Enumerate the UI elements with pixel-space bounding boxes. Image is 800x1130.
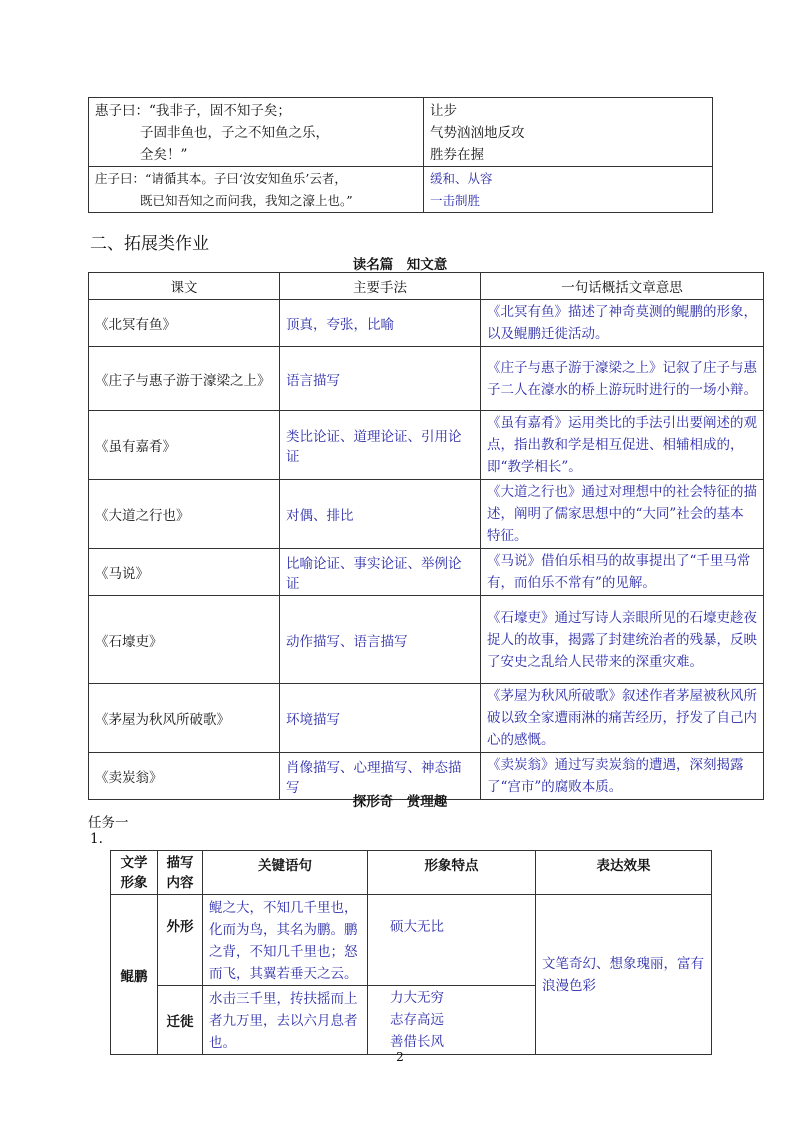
image-trait: 志存高远 — [390, 1012, 444, 1028]
table-row — [89, 300, 764, 347]
column-header: 主要手法 — [280, 273, 481, 300]
technique-cell: 肖像描写、心理描写、神态描写 — [280, 753, 481, 800]
dialogue-line: 庄子曰：“请循其本。子曰‘汝安知鱼乐’云者， — [95, 171, 347, 186]
reading-table — [88, 272, 764, 800]
technique-cell: 环境描写 — [280, 684, 481, 753]
dialogue-cell — [89, 98, 424, 167]
image-trait-cell — [368, 986, 536, 1055]
column-header: 表达效果 — [536, 851, 712, 895]
table-row — [89, 596, 764, 684]
dialogue-cell — [89, 167, 424, 213]
table-row — [89, 411, 764, 480]
text-title-cell: 《庄子与惠子游于濠梁之上》 — [89, 347, 280, 411]
text-title-cell: 《马说》 — [89, 549, 280, 596]
dialogue-line: 既已知吾知之而问我，我知之濠上也。” — [140, 193, 353, 208]
literary-image-cell: 鲲鹏 — [111, 895, 158, 1055]
analysis-line: 一击制胜 — [430, 193, 481, 208]
summary-cell: 《北冥有鱼》描述了神奇莫测的鲲鹏的形象，以及鲲鹏迁徙活动。 — [481, 300, 764, 347]
technique-cell: 比喻论证、事实论证、举例论证 — [280, 549, 481, 596]
dialogue-line: 全矣！” — [140, 147, 188, 163]
technique-cell: 对偶、排比 — [280, 480, 481, 549]
summary-cell: 《石壕吏》通过写诗人亲眼所见的石壕吏趁夜捉人的故事，揭露了封建统治者的残暴，反映了安史之乱给人民带来的深重灾难。 — [481, 596, 764, 684]
analysis-line: 缓和、从容 — [430, 171, 493, 186]
summary-cell: 《卖炭翁》通过写卖炭翁的遭遇，深刻揭露了“宫市”的腐败本质。 — [481, 753, 764, 800]
text-title-cell: 《茅屋为秋风所破歌》 — [89, 684, 280, 753]
column-header: 关键语句 — [203, 851, 368, 895]
table-row — [89, 167, 713, 213]
table-row — [89, 347, 764, 411]
analysis-cell — [424, 98, 713, 167]
analysis-line: 胜券在握 — [430, 147, 484, 163]
key-sentence-cell: 鲲之大，不知几千里也，化而为鸟，其名为鹏。鹏之背，不知几千里也；怒而飞，其翼若垂天之云。 — [203, 895, 368, 986]
description-content-cell: 外形 — [158, 895, 203, 986]
text-title-cell: 《石壕吏》 — [89, 596, 280, 684]
table-row — [111, 895, 712, 986]
dialogue-analysis-table — [88, 97, 713, 213]
text-title-cell: 《北冥有鱼》 — [89, 300, 280, 347]
technique-cell: 顶真，夸张，比喻 — [280, 300, 481, 347]
column-header: 形象特点 — [368, 851, 536, 895]
summary-cell: 《大道之行也》通过对理想中的社会特征的描述，阐明了儒家思想中的“大同”社会的基本特征。 — [481, 480, 764, 549]
page-number: 2 — [396, 1050, 404, 1064]
table-row — [89, 480, 764, 549]
summary-cell: 《庄子与惠子游于濠梁之上》记叙了庄子与惠子二人在濠水的桥上游玩时进行的一场小辩。 — [481, 347, 764, 411]
expression-effect-cell: 文笔奇幻、想象瑰丽，富有浪漫色彩 — [536, 895, 712, 1055]
summary-cell: 《马说》借伯乐相马的故事提出了“千里马常有，而伯乐不常有”的见解。 — [481, 549, 764, 596]
column-header: 课文 — [89, 273, 280, 300]
table-row — [89, 98, 713, 167]
image-trait: 力大无穷 — [390, 990, 444, 1006]
item-number: 1. — [90, 831, 103, 847]
analysis-line: 气势汹汹地反攻 — [430, 125, 525, 141]
analysis-line: 让步 — [430, 103, 457, 119]
task-label: 任务一 — [88, 815, 129, 831]
table-header-row — [89, 273, 764, 300]
technique-cell: 语言描写 — [280, 347, 481, 411]
summary-cell: 《虽有嘉肴》运用类比的手法引出要阐述的观点，指出教和学是相互促进、相辅相成的，即“教学相长”。 — [481, 411, 764, 480]
image-trait: 硕大无比 — [390, 919, 444, 935]
description-content-cell: 迁徙 — [158, 986, 203, 1055]
dialogue-line: 子固非鱼也，子之不知鱼之乐， — [140, 125, 329, 141]
section-heading: 二、拓展类作业 — [90, 234, 209, 254]
image-analysis-table — [110, 850, 712, 1055]
reading-table-title: 读名篇 知文意 — [352, 257, 448, 273]
column-header: 描写内容 — [158, 851, 203, 895]
summary-cell: 《茅屋为秋风所破歌》叙述作者茅屋被秋风所破以致全家遭雨淋的痛苦经历，抒发了自己内心的感慨。 — [481, 684, 764, 753]
image-trait-cell — [368, 895, 536, 986]
dialogue-line: 惠子曰：“我非子，固不知子矣； — [95, 103, 291, 119]
text-title-cell: 《虽有嘉肴》 — [89, 411, 280, 480]
key-sentence-cell: 水击三千里，抟扶摇而上者九万里，去以六月息者也。 — [203, 986, 368, 1055]
column-header: 一句话概括文章意思 — [481, 273, 764, 300]
text-title-cell: 《卖炭翁》 — [89, 753, 280, 800]
explore-title: 探形奇 赏理趣 — [352, 794, 448, 810]
table-row — [89, 549, 764, 596]
image-trait: 善借长风 — [390, 1034, 444, 1050]
column-header: 文学形象 — [111, 851, 158, 895]
table-header-row — [111, 851, 712, 895]
technique-cell: 动作描写、语言描写 — [280, 596, 481, 684]
technique-cell: 类比论证、道理论证、引用论证 — [280, 411, 481, 480]
table-row — [89, 684, 764, 753]
text-title-cell: 《大道之行也》 — [89, 480, 280, 549]
analysis-cell — [424, 167, 713, 213]
